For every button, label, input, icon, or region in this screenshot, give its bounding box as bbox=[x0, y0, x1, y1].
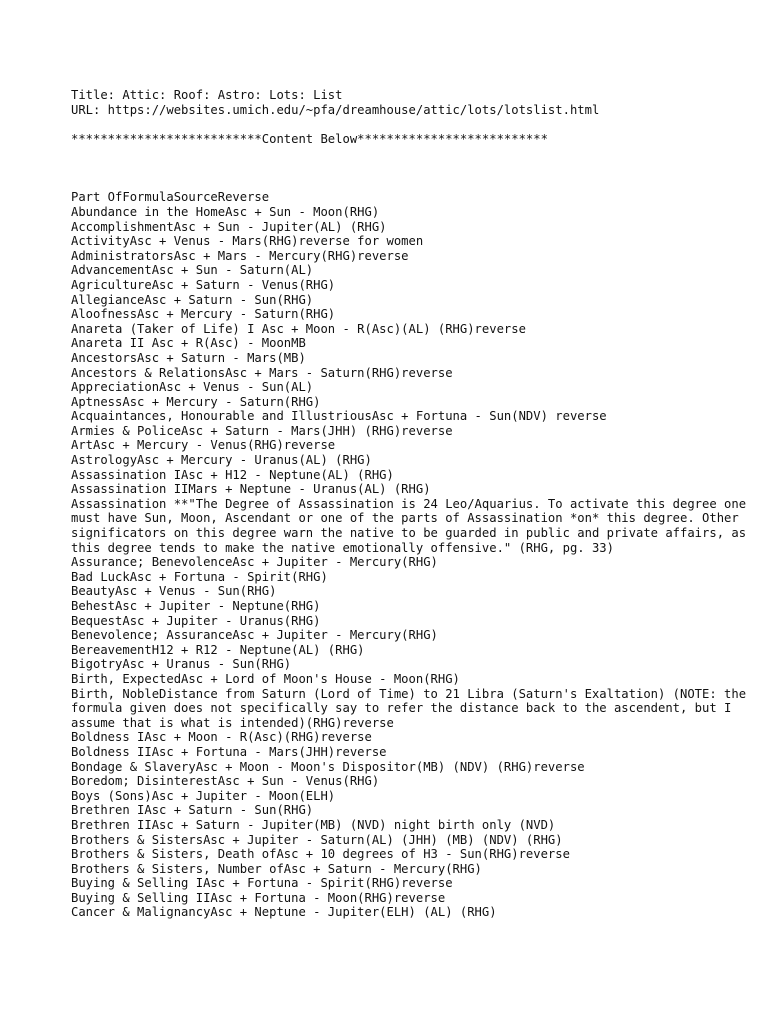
list-item: ActivityAsc + Venus - Mars(RHG)reverse for women bbox=[71, 234, 424, 249]
list-item: AccomplishmentAsc + Sun - Jupiter(AL) (RHG) bbox=[71, 219, 387, 234]
list-item: Armies & PoliceAsc + Saturn - Mars(JHH) (RHG)reverse bbox=[71, 423, 453, 438]
list-item: BequestAsc + Jupiter - Uranus(RHG) bbox=[71, 613, 321, 628]
list-item: AloofnessAsc + Mercury - Saturn(RHG) bbox=[71, 307, 336, 322]
list-item: Boys (Sons)Asc + Jupiter - Moon(ELH) bbox=[71, 788, 336, 803]
list-item: Brethren IAsc + Saturn - Sun(RHG) bbox=[71, 803, 314, 818]
list-item: Bad LuckAsc + Fortuna - Spirit(RHG) bbox=[71, 569, 328, 584]
list-item: BeautyAsc + Venus - Sun(RHG) bbox=[71, 584, 277, 599]
url-line: URL: https://websites.umich.edu/~pfa/dreamhouse/attic/lots/lotslist.html bbox=[71, 102, 600, 117]
list-item: AstrologyAsc + Mercury - Uranus(AL) (RHG) bbox=[71, 453, 372, 468]
list-item: ArtAsc + Mercury - Venus(RHG)reverse bbox=[71, 438, 336, 453]
blank-lines bbox=[71, 146, 751, 190]
list-item: Birth, ExpectedAsc + Lord of Moon's House - Moon(RHG) bbox=[71, 671, 460, 686]
list-item: Anareta (Taker of Life) I Asc + Moon - R(Asc)(AL) (RHG)reverse bbox=[71, 321, 526, 336]
list-item: Birth, NobleDistance from Saturn (Lord of Time) to 21 Libra (Saturn's Exaltation) (NOTE: the formula given does not specifically say to refer the distance back to the ascendent, but I assume that is what is intended)(RHG)reverse bbox=[71, 686, 754, 730]
list-item: AptnessAsc + Mercury - Saturn(RHG) bbox=[71, 394, 321, 409]
list-item: Acquaintances, Honourable and IllustriousAsc + Fortuna - Sun(NDV) reverse bbox=[71, 409, 607, 424]
list-item: Ancestors & RelationsAsc + Mars - Saturn(RHG)reverse bbox=[71, 365, 453, 380]
content-separator: **************************Content Below************************** bbox=[71, 131, 548, 146]
list-item: Boldness IIAsc + Fortuna - Mars(JHH)reverse bbox=[71, 744, 387, 759]
list-item: AppreciationAsc + Venus - Sun(AL) bbox=[71, 380, 314, 395]
list-item: Brothers & SistersAsc + Jupiter - Saturn(AL) (JHH) (MB) (NDV) (RHG) bbox=[71, 832, 563, 847]
list-item: Buying & Selling IIAsc + Fortuna - Moon(RHG)reverse bbox=[71, 890, 446, 905]
list-item: Benevolence; AssuranceAsc + Jupiter - Mercury(RHG) bbox=[71, 628, 438, 643]
list-item: BigotryAsc + Uranus - Sun(RHG) bbox=[71, 657, 292, 672]
list-item: AncestorsAsc + Saturn - Mars(MB) bbox=[71, 350, 306, 365]
title-line: Title: Attic: Roof: Astro: Lots: List bbox=[71, 88, 343, 102]
list-item: AgricultureAsc + Saturn - Venus(RHG) bbox=[71, 277, 336, 292]
list-item: Assassination IIMars + Neptune - Uranus(AL) (RHG) bbox=[71, 482, 431, 497]
list-item: Brothers & Sisters, Death ofAsc + 10 degrees of H3 - Sun(RHG)reverse bbox=[71, 847, 570, 862]
list-item: Assurance; BenevolenceAsc + Jupiter - Mercury(RHG) bbox=[71, 555, 438, 570]
list-item: Assassination **"The Degree of Assassination is 24 Leo/Aquarius. To activate this degree one must have Sun, Moon, Ascendant or one of the parts of Assassination *on* this degree. Other significators on this degree warn the native to be guarded in public and private affairs, as this degree tends to make the native emotionally offensive." (RHG, pg. 33) bbox=[71, 496, 754, 555]
lots-list bbox=[71, 190, 754, 920]
list-item: Bondage & SlaveryAsc + Moon - Moon's Dispositor(MB) (NDV) (RHG)reverse bbox=[71, 759, 585, 774]
list-item: BereavementH12 + R12 - Neptune(AL) (RHG) bbox=[71, 642, 365, 657]
list-item: Abundance in the HomeAsc + Sun - Moon(RHG) bbox=[71, 204, 380, 219]
list-item: AdvancementAsc + Sun - Saturn(AL) bbox=[71, 263, 314, 278]
list-item: Buying & Selling IAsc + Fortuna - Spirit(RHG)reverse bbox=[71, 876, 453, 891]
list-item: AllegianceAsc + Saturn - Sun(RHG) bbox=[71, 292, 314, 307]
list-item: Boredom; DisinterestAsc + Sun - Venus(RHG) bbox=[71, 774, 380, 789]
blank-line bbox=[71, 117, 751, 132]
document-page bbox=[71, 88, 754, 920]
list-item: Assassination IAsc + H12 - Neptune(AL) (RHG) bbox=[71, 467, 394, 482]
list-item: Brothers & Sisters, Number ofAsc + Saturn - Mercury(RHG) bbox=[71, 861, 482, 876]
list-item: Cancer & MalignancyAsc + Neptune - Jupiter(ELH) (AL) (RHG) bbox=[71, 905, 497, 920]
list-item: Boldness IAsc + Moon - R(Asc)(RHG)reverse bbox=[71, 730, 372, 745]
list-header-row: Part OfFormulaSourceReverse bbox=[71, 190, 270, 205]
list-item: BehestAsc + Jupiter - Neptune(RHG) bbox=[71, 599, 321, 613]
list-item: AdministratorsAsc + Mars - Mercury(RHG)reverse bbox=[71, 248, 409, 263]
list-item: Brethren IIAsc + Saturn - Jupiter(MB) (NVD) night birth only (NVD) bbox=[71, 817, 556, 832]
list-item: Anareta II Asc + R(Asc) - MoonMB bbox=[71, 336, 306, 351]
